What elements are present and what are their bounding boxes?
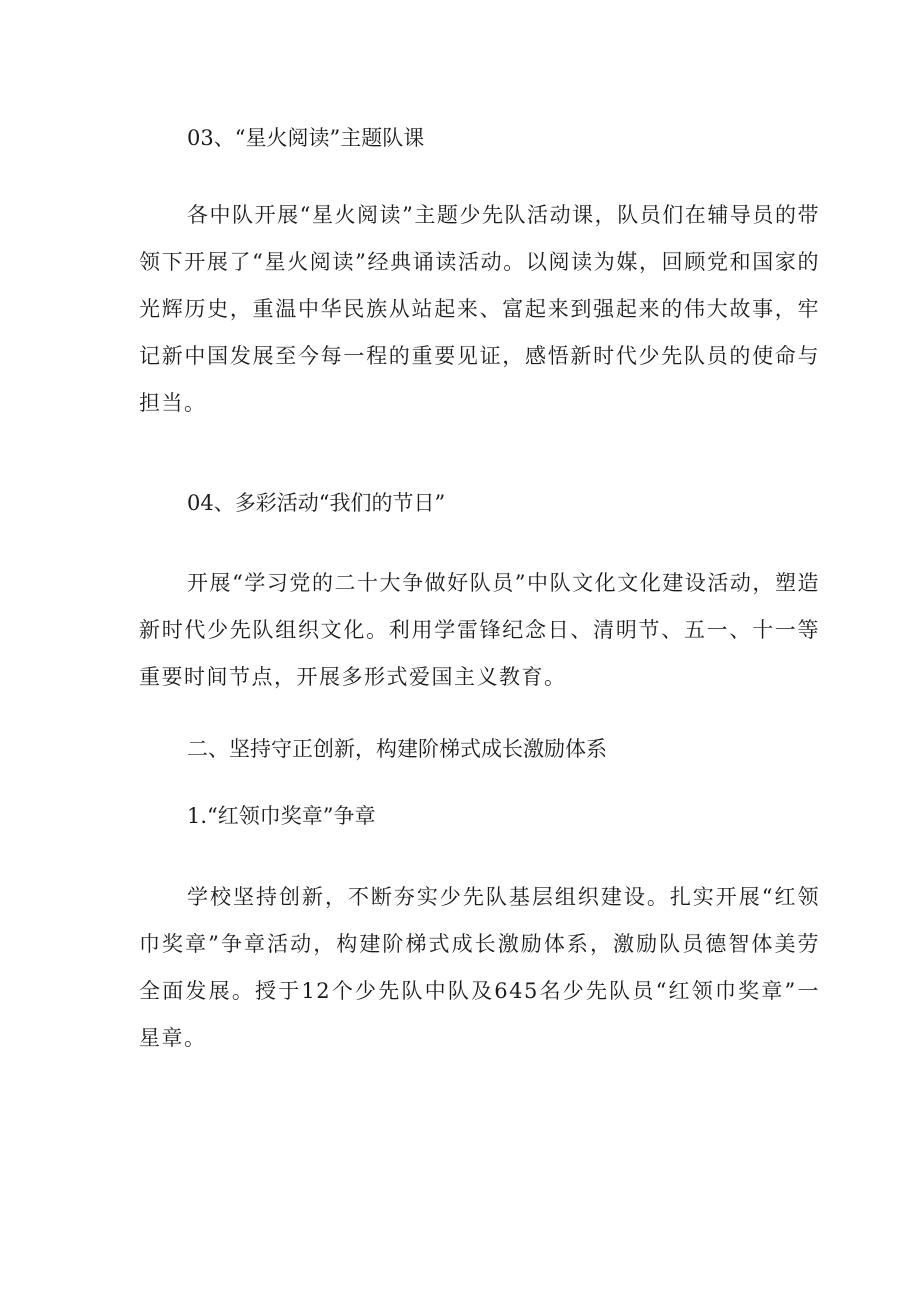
section-03-heading: 03、“星火阅读”主题队课 bbox=[187, 126, 425, 150]
section-03-paragraph: 各中队开展“星火阅读”主题少先队活动课，队员们在辅导员的带领下开展了“星火阅读”经典诵读活动。以阅读为媒，回顾党和国家的光辉历史，重温中华民族从站起来、富起来到强起来的伟大故事，牢记新中国发展至今每一程的重要见证，感悟新时代少先队员的使命与担当。 bbox=[139, 203, 820, 415]
part-2-heading: 二、坚持守正创新，构建阶梯式成长激励体系 bbox=[187, 737, 607, 761]
item-1-heading: 1.“红领巾奖章”争章 bbox=[187, 804, 376, 828]
section-04-paragraph: 开展“学习党的二十大争做好队员”中队文化文化建设活动，塑造新时代少先队组织文化。利用学雷锋纪念日、清明节、五一、十一等重要时间节点，开展多形式爱国主义教育。 bbox=[139, 571, 820, 689]
item-1-paragraph: 学校坚持创新，不断夯实少先队基层组织建设。扎实开展“红领巾奖章”争章活动，构建阶梯式成长激励体系，激励队员德智体美劳全面发展。授于12个少先队中队及645名少先队员“红领巾奖章”一星章。 bbox=[139, 885, 820, 1050]
section-04-heading: 04、多彩活动“我们的节日” bbox=[187, 491, 446, 515]
